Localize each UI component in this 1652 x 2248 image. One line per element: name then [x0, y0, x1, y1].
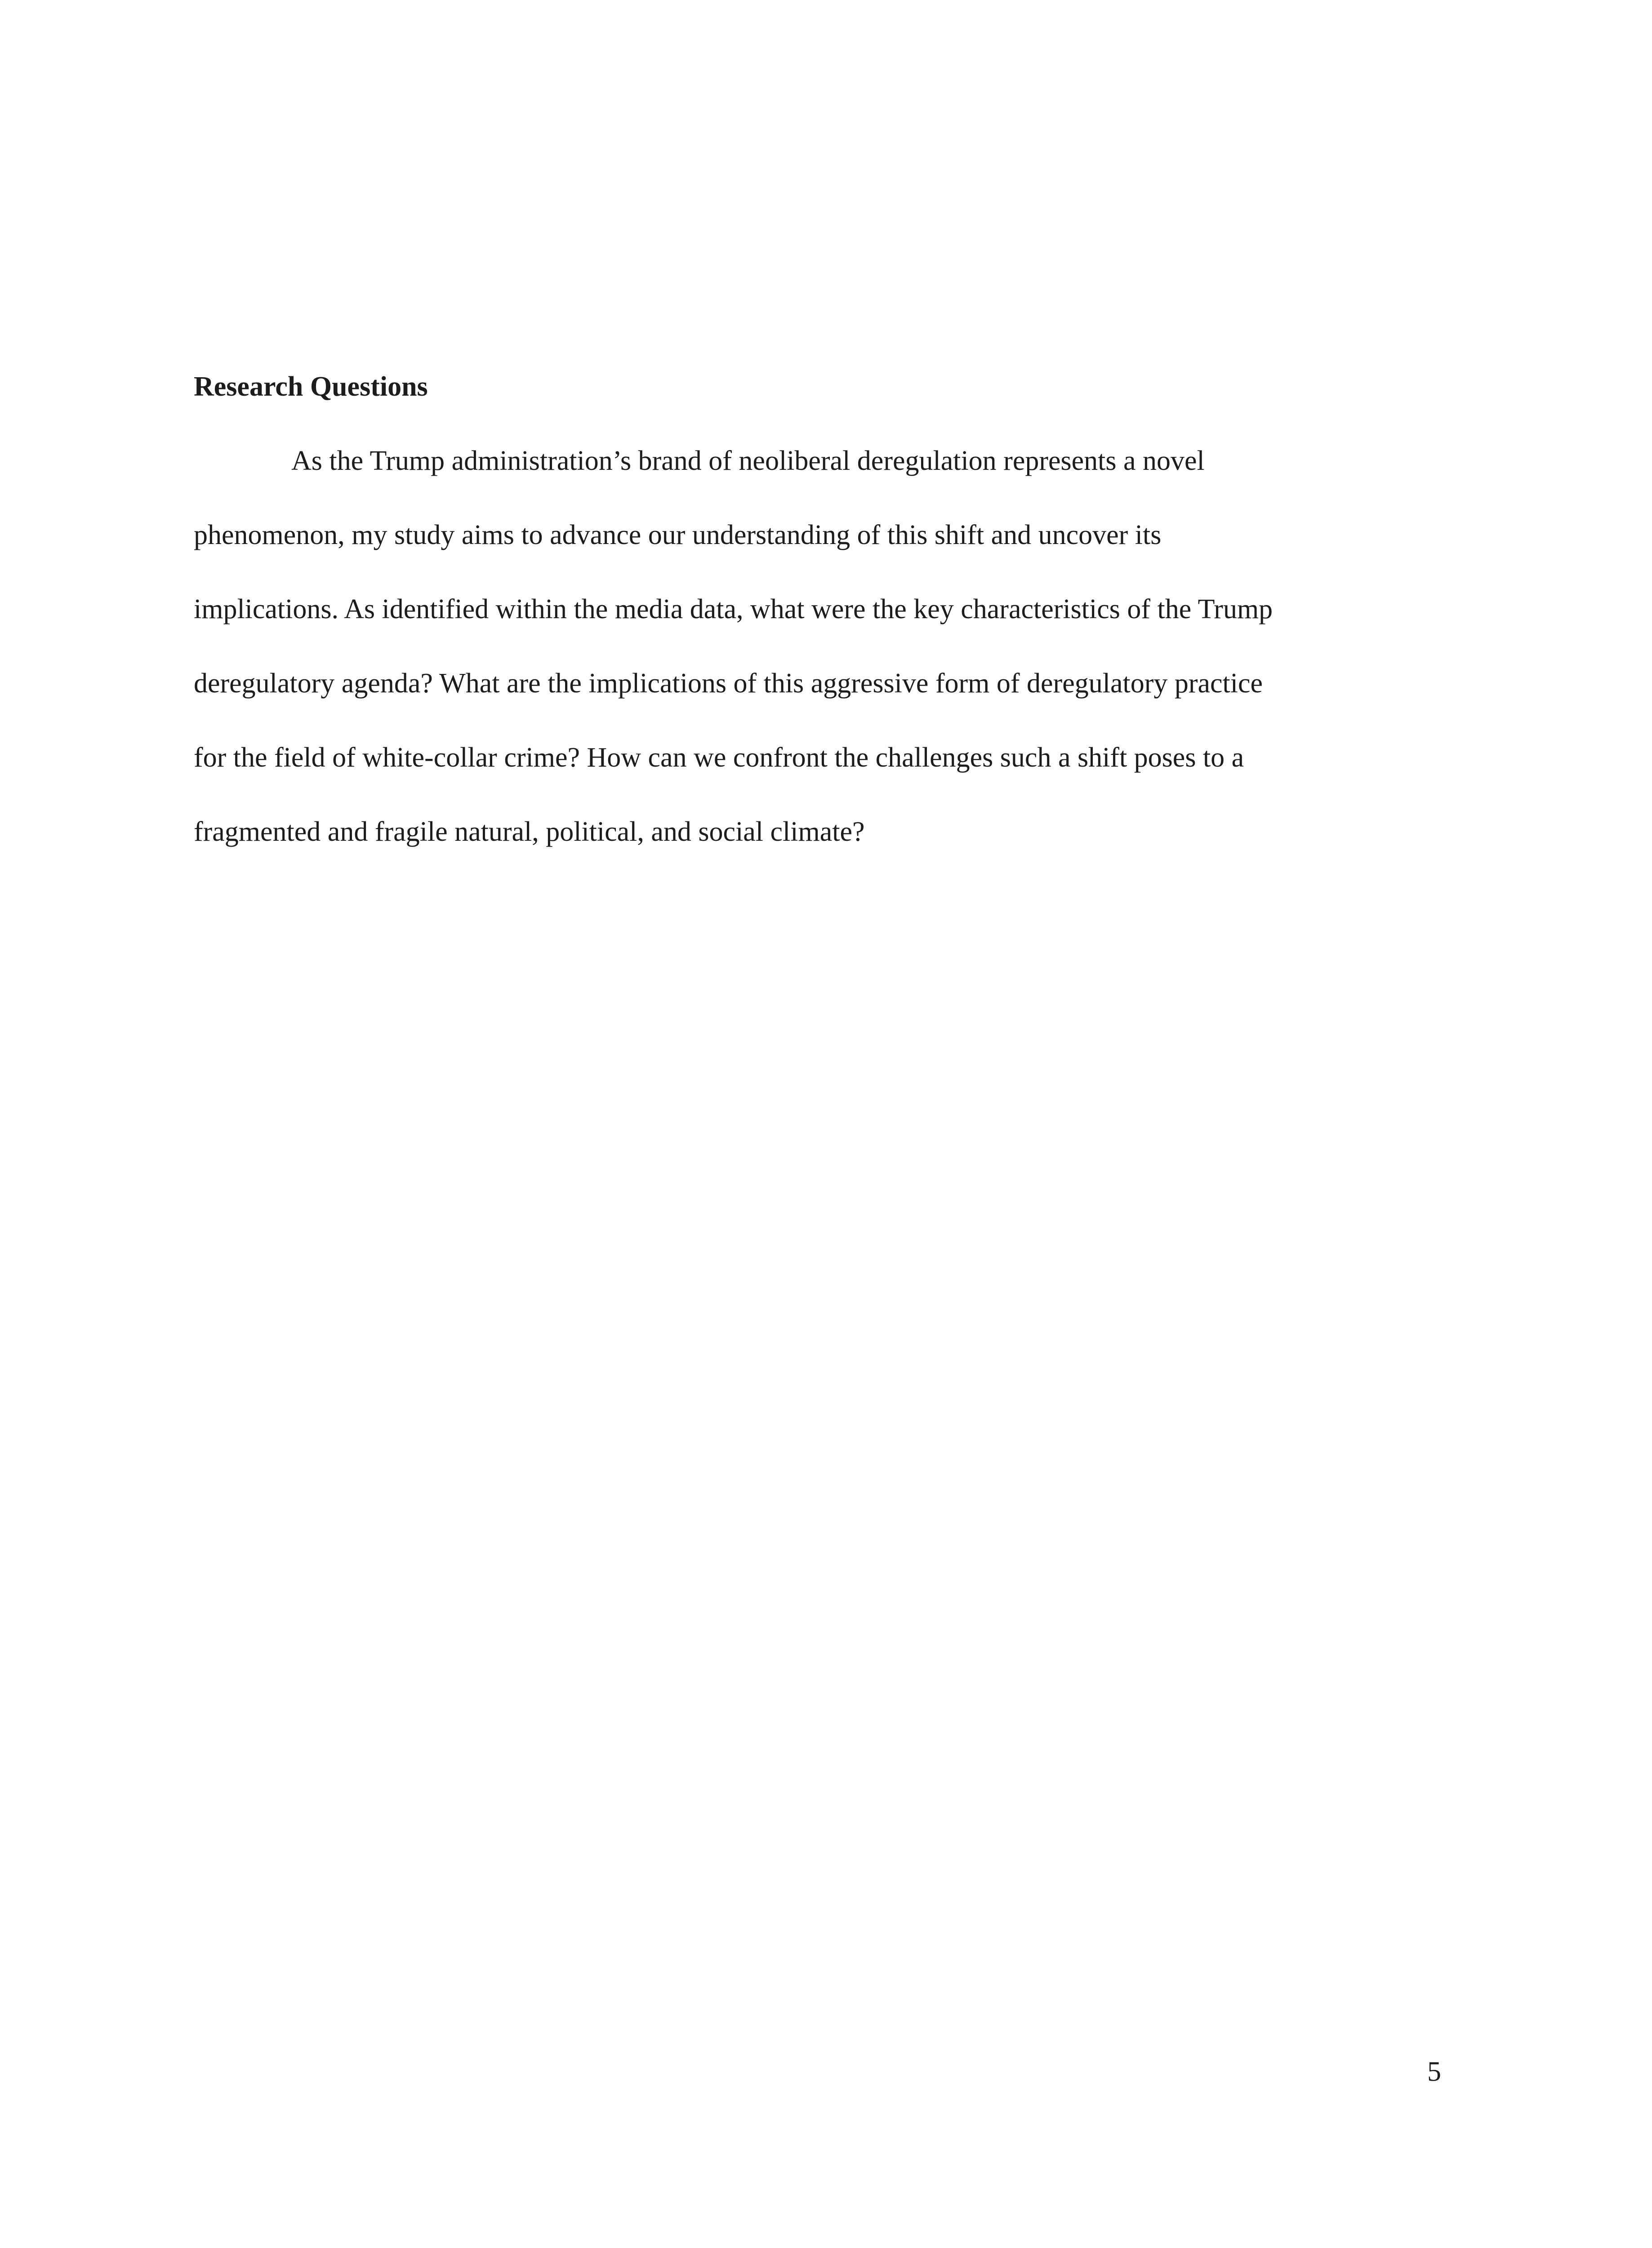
page-number: 5 — [1427, 2056, 1441, 2087]
paragraph-line: deregulatory agenda? What are the implications of this aggressive form of deregulatory practice — [194, 668, 1263, 699]
paragraph-line: for the field of white-collar crime? How can we confront the challenges such a shift poses to a — [194, 742, 1244, 773]
paragraph-line: phenomenon, my study aims to advance our understanding of this shift and uncover its — [194, 520, 1162, 550]
paragraph-line: fragmented and fragile natural, political, and social climate? — [194, 816, 865, 847]
paragraph-line: As the Trump administration’s brand of neoliberal deregulation represents a novel — [291, 446, 1205, 476]
section-heading: Research Questions — [194, 371, 428, 402]
paragraph-line: implications. As identified within the media data, what were the key characteristics of the Trump — [194, 594, 1273, 624]
